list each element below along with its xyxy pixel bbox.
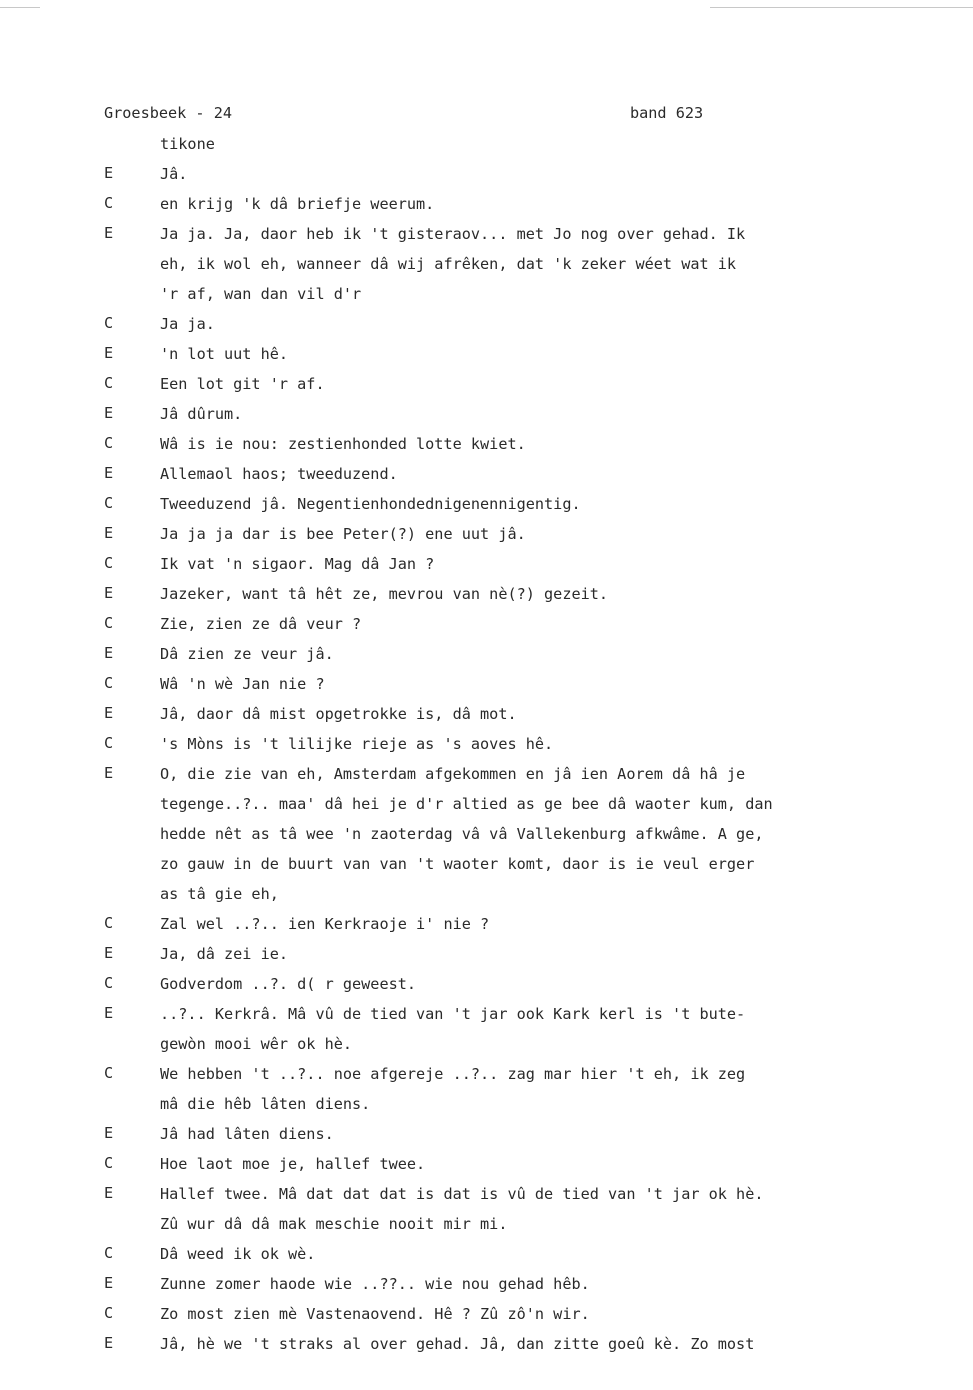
utterance-line: tegenge..?.. maa' dâ hei je d'r altied as ge bee dâ waoter kum, dan — [160, 795, 773, 813]
speaker-label: E — [104, 1124, 114, 1142]
utterance — [160, 944, 934, 974]
dialogue-turn — [104, 1274, 934, 1304]
utterance-line: Zo most zien mè Vastenaovend. Hê ? Zû zô'n wir. — [160, 1305, 590, 1323]
location-page-header: Groesbeek - 24 — [104, 104, 233, 122]
utterance — [160, 164, 934, 194]
dialogue-turn — [104, 584, 934, 614]
utterance-line: hedde nêt as tâ wee 'n zaoterdag vâ vâ Vallekenburg afkwâme. A ge, — [160, 825, 764, 843]
utterance — [160, 1184, 934, 1244]
utterance-line: ..?.. Kerkrâ. Mâ vû de tied van 't jar ook Kark kerl is 't bute- — [160, 1005, 746, 1023]
utterance-line: Zie, zien ze dâ veur ? — [160, 615, 362, 633]
dialogue-turn — [104, 764, 934, 914]
speaker-label: E — [104, 584, 114, 602]
utterance — [160, 974, 934, 1004]
speaker-label: C — [104, 974, 114, 992]
utterance-line: Jazeker, want tâ hêt ze, mevrou van nè(?) gezeit. — [160, 585, 609, 603]
utterance — [160, 614, 934, 644]
utterance-line: Wâ is ie nou: zestienhonded lotte kwiet. — [160, 435, 526, 453]
dialogue-turn — [104, 494, 934, 524]
utterance-line: Allemaol haos; tweeduzend. — [160, 465, 398, 483]
speaker-label: C — [104, 614, 114, 632]
speaker-label: C — [104, 1244, 114, 1262]
dialogue-turn — [104, 524, 934, 554]
speaker-label: E — [104, 164, 114, 182]
dialogue-turn — [104, 1304, 934, 1334]
utterance — [160, 344, 934, 374]
speaker-label: C — [104, 494, 114, 512]
utterance-line: We hebben 't ..?.. noe afgereje ..?.. zag mar hier 't eh, ik zeg — [160, 1065, 746, 1083]
dialogue-turn — [104, 464, 934, 494]
utterance-line: Jâ dûrum. — [160, 405, 243, 423]
dialogue-turn — [104, 1064, 934, 1124]
utterance — [160, 764, 934, 914]
dialogue-turn — [104, 734, 934, 764]
utterance — [160, 1274, 934, 1304]
dialogue-turn — [104, 164, 934, 194]
utterance-line: Wâ 'n wè Jan nie ? — [160, 675, 325, 693]
utterance-line: as tâ gie eh, — [160, 885, 279, 903]
speaker-label: E — [104, 524, 114, 542]
speaker-label: C — [104, 734, 114, 752]
utterance-line: Zû wur dâ dâ mak meschie nooit mir mi. — [160, 1215, 508, 1233]
utterance — [160, 404, 934, 434]
utterance-line: Ja ja. — [160, 315, 215, 333]
utterance — [160, 1124, 934, 1154]
speaker-label: C — [104, 1064, 114, 1082]
utterance-line: Ja, dâ zei ie. — [160, 945, 289, 963]
utterance-line: tikone — [160, 135, 215, 153]
utterance-line: Ja ja ja dar is bee Peter(?) ene uut jâ. — [160, 525, 526, 543]
speaker-label: E — [104, 644, 114, 662]
utterance-line: Zunne zomer haode wie ..??.. wie nou gehad hêb. — [160, 1275, 590, 1293]
speaker-label: E — [104, 704, 114, 722]
speaker-label: E — [104, 344, 114, 362]
speaker-label: E — [104, 224, 114, 242]
utterance-line: en krijg 'k dâ briefje weerum. — [160, 195, 435, 213]
dialogue-turn — [104, 344, 934, 374]
utterance-line: Dâ weed ik ok wè. — [160, 1245, 316, 1263]
speaker-label: C — [104, 1304, 114, 1322]
speaker-label: E — [104, 1184, 114, 1202]
utterance — [160, 584, 934, 614]
dialogue-turn — [104, 194, 934, 224]
dialogue-turn — [104, 944, 934, 974]
utterance-line: 's Mòns is 't lilijke rieje as 's aoves hê. — [160, 735, 554, 753]
utterance — [160, 554, 934, 584]
dialogue-turn — [104, 554, 934, 584]
dialogue-turn — [104, 704, 934, 734]
dialogue-turn — [104, 614, 934, 644]
utterance-line: zo gauw in de buurt van van 't waoter komt, daor is ie veul erger — [160, 855, 755, 873]
dialogue-turn — [104, 404, 934, 434]
scan-edge-mark — [0, 7, 40, 8]
dialogue-turn — [104, 674, 934, 704]
utterance — [160, 134, 934, 164]
utterance-line: 'r af, wan dan vil d'r — [160, 285, 362, 303]
utterance — [160, 494, 934, 524]
dialogue-turn — [104, 644, 934, 674]
dialogue-turn — [104, 914, 934, 944]
utterance-line: Hoe laot moe je, hallef twee. — [160, 1155, 426, 1173]
utterance-line: Tweeduzend jâ. Negentienhondednigenennigentig. — [160, 495, 581, 513]
utterance-line: Jâ. — [160, 165, 188, 183]
dialogue-turn — [104, 134, 934, 164]
utterance-line: Jâ, hè we 't straks al over gehad. Jâ, dan zitte goeû kè. Zo most — [160, 1335, 755, 1353]
speaker-label: E — [104, 944, 114, 962]
speaker-label: C — [104, 1154, 114, 1172]
dialogue-turn — [104, 434, 934, 464]
dialogue-turn — [104, 974, 934, 1004]
utterance-line: Jâ had lâten diens. — [160, 1125, 334, 1143]
utterance — [160, 374, 934, 404]
utterance — [160, 1304, 934, 1334]
utterance-line: Een lot git 'r af. — [160, 375, 325, 393]
speaker-label: E — [104, 764, 114, 782]
speaker-label: E — [104, 1004, 114, 1022]
utterance — [160, 524, 934, 554]
dialogue-turn — [104, 1124, 934, 1154]
dialogue-turn — [104, 1334, 934, 1364]
utterance — [160, 734, 934, 764]
transcript-body — [104, 134, 934, 1364]
utterance — [160, 914, 934, 944]
utterance-line: Jâ, daor dâ mist opgetrokke is, dâ mot. — [160, 705, 517, 723]
dialogue-turn — [104, 1004, 934, 1064]
scan-edge-mark-right — [710, 7, 973, 8]
utterance-line: Hallef twee. Mâ dat dat dat is dat is vû de tied van 't jar ok hè. — [160, 1185, 764, 1203]
utterance-line: mâ die hêb lâten diens. — [160, 1095, 371, 1113]
utterance — [160, 1244, 934, 1274]
dialogue-turn — [104, 374, 934, 404]
utterance-line: Ik vat 'n sigaor. Mag dâ Jan ? — [160, 555, 435, 573]
speaker-label: C — [104, 554, 114, 572]
utterance-line: O, die zie van eh, Amsterdam afgekommen en jâ ien Aorem dâ hâ je — [160, 765, 746, 783]
speaker-label: C — [104, 374, 114, 392]
utterance-line: Godverdom ..?. d( r geweest. — [160, 975, 417, 993]
speaker-label: E — [104, 404, 114, 422]
dialogue-turn — [104, 1154, 934, 1184]
utterance — [160, 194, 934, 224]
dialogue-turn — [104, 1244, 934, 1274]
utterance — [160, 644, 934, 674]
utterance — [160, 464, 934, 494]
utterance — [160, 674, 934, 704]
utterance — [160, 434, 934, 464]
utterance — [160, 1154, 934, 1184]
utterance — [160, 1334, 934, 1364]
utterance — [160, 704, 934, 734]
utterance — [160, 224, 934, 314]
speaker-label: C — [104, 194, 114, 212]
utterance — [160, 314, 934, 344]
utterance-line: gewòn mooi wêr ok hè. — [160, 1035, 353, 1053]
speaker-label: E — [104, 1334, 114, 1352]
utterance-line: 'n lot uut hê. — [160, 345, 289, 363]
speaker-label: C — [104, 674, 114, 692]
dialogue-turn — [104, 314, 934, 344]
utterance-line: Dâ zien ze veur jâ. — [160, 645, 334, 663]
utterance — [160, 1064, 934, 1124]
utterance — [160, 1004, 934, 1064]
utterance-line: Ja ja. Ja, daor heb ik 't gisteraov... met Jo nog over gehad. Ik — [160, 225, 746, 243]
speaker-label: C — [104, 914, 114, 932]
dialogue-turn — [104, 224, 934, 314]
speaker-label: E — [104, 464, 114, 482]
speaker-label: C — [104, 434, 114, 452]
utterance-line: Zal wel ..?.. ien Kerkraoje i' nie ? — [160, 915, 490, 933]
dialogue-turn — [104, 1184, 934, 1244]
speaker-label: E — [104, 1274, 114, 1292]
utterance-line: eh, ik wol eh, wanneer dâ wij afrêken, dat 'k zeker wéet wat ik — [160, 255, 737, 273]
speaker-label: C — [104, 314, 114, 332]
band-number-header: band 623 — [630, 104, 704, 122]
